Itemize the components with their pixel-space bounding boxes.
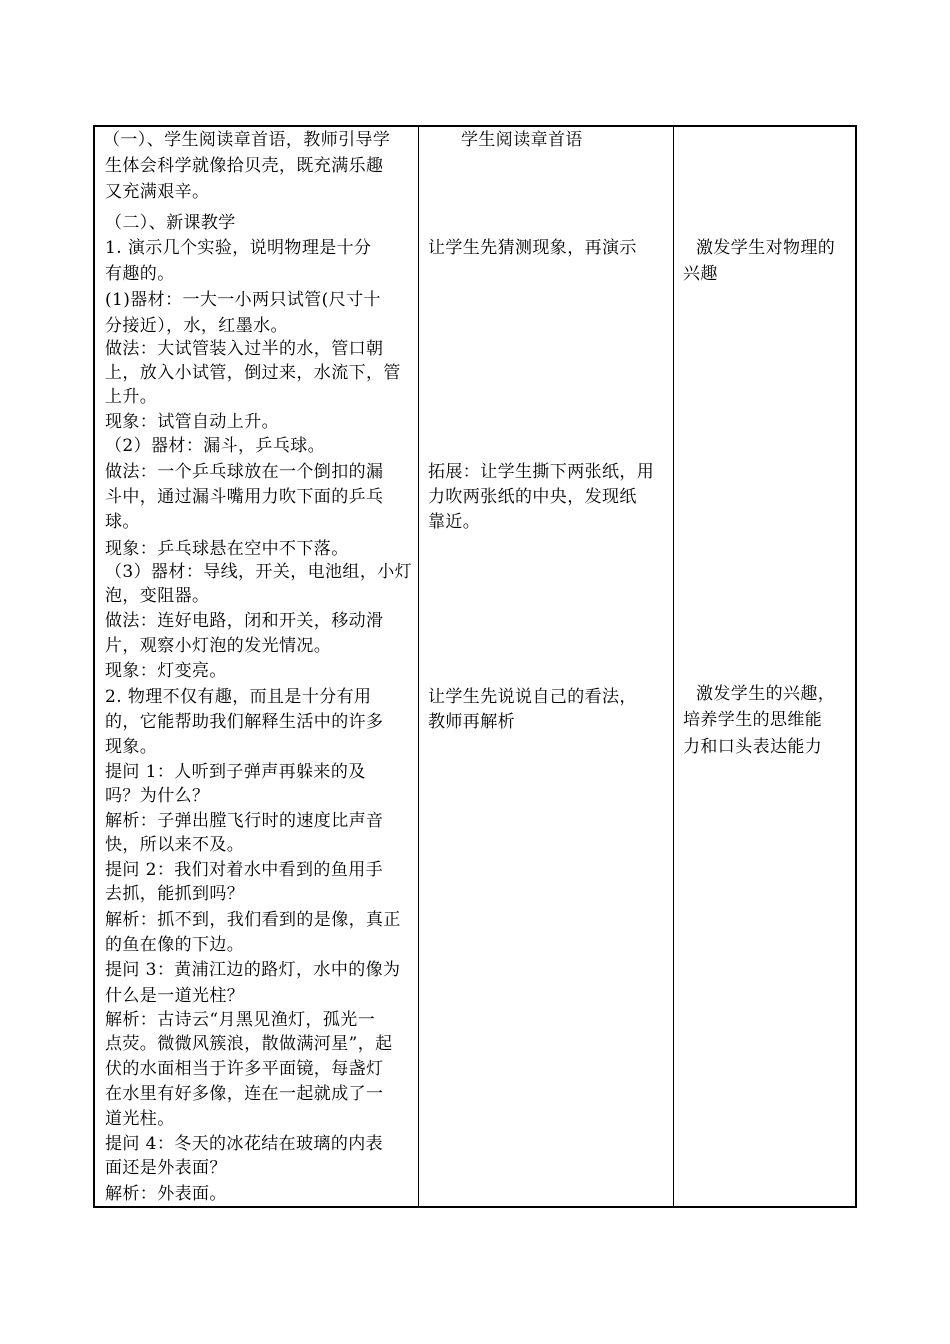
text-line: 培养学生的思维能 xyxy=(683,710,823,730)
text-line: 分接近），水，红墨水。 xyxy=(105,316,288,336)
text-line: （3）器材：导线，开关，电池组，小灯 xyxy=(105,562,413,582)
text-line: 解析：抓不到，我们看到的是像，真正 xyxy=(105,910,401,930)
text-line: 上升。 xyxy=(105,387,158,407)
text-line: 解析：子弹出膛飞行时的速度比声音 xyxy=(105,811,384,831)
text-line: 快，所以来不及。 xyxy=(105,835,245,855)
text-line: 有趣的。 xyxy=(105,264,175,284)
text-line: 解析：古诗云“月黑见渔灯，孤光一 xyxy=(105,1010,376,1030)
text-line: 教师再解析 xyxy=(428,712,515,732)
text-line: 做法：一个乒乓球放在一个倒扣的漏 xyxy=(105,462,384,482)
text-line: 2. 物理不仅有趣，而且是十分有用 xyxy=(105,687,372,707)
text-line: 上，放入小试管，倒过来，水流下，管 xyxy=(105,363,401,383)
text-line: 面还是外表面？ xyxy=(105,1158,227,1178)
text-line: 力和口头表达能力 xyxy=(683,737,823,757)
text-line: 学生阅读章首语 xyxy=(461,130,583,150)
text-line: 在水里有好多像，连在一起就成了一 xyxy=(105,1084,384,1104)
text-line: 现象：试管自动上升。 xyxy=(105,412,279,432)
student-activity-cell xyxy=(419,127,673,1206)
text-line: 激发学生的兴趣， xyxy=(696,684,836,704)
text-line: (1)器材：一大一小两只试管(尺寸十 xyxy=(105,290,381,310)
text-line: 现象：灯变亮。 xyxy=(105,661,227,681)
text-line: （2）器材：漏斗，乒乓球。 xyxy=(105,436,326,456)
text-line: 又充满艰辛。 xyxy=(105,182,210,202)
text-line: 泡，变阻器。 xyxy=(105,586,210,606)
text-line: 伏的水面相当于许多平面镜，每盏灯 xyxy=(105,1059,384,1079)
text-line: 斗中，通过漏斗嘴用力吹下面的乒乓 xyxy=(105,487,384,507)
text-line: 片，观察小灯泡的发光情况。 xyxy=(105,636,332,656)
text-line: 靠近。 xyxy=(428,512,481,532)
text-line: 生体会科学就像拾贝壳，既充满乐趣 xyxy=(105,156,384,176)
text-line: 激发学生对物理的 xyxy=(696,238,836,258)
text-line: 现象：乒乓球悬在空中不下落。 xyxy=(105,539,349,559)
design-intent-cell xyxy=(674,127,857,1206)
text-line: 提问 4：冬天的冰花结在玻璃的内表 xyxy=(105,1134,384,1154)
text-line: 什么是一道光柱？ xyxy=(105,986,245,1006)
text-line: 1. 演示几个实验，说明物理是十分 xyxy=(105,238,372,258)
text-line: 提问 2：我们对着水中看到的鱼用手 xyxy=(105,860,384,880)
text-line: 的鱼在像的下边。 xyxy=(105,935,245,955)
text-line: 提问 3：黄浦江边的路灯，水中的像为 xyxy=(105,960,401,980)
text-line: 让学生先说说自己的看法， xyxy=(428,687,637,707)
text-line: 兴趣 xyxy=(683,264,718,284)
text-line: 做法：大试管装入过半的水，管口朝 xyxy=(105,339,384,359)
text-line: 解析：外表面。 xyxy=(105,1184,227,1204)
text-line: 球。 xyxy=(105,512,140,532)
text-line: 拓展：让学生撕下两张纸，用 xyxy=(428,462,655,482)
text-line: 做法：连好电路，闭和开关，移动滑 xyxy=(105,611,384,631)
text-line: （一）、学生阅读章首语，教师引导学 xyxy=(103,130,391,150)
text-line: 让学生先猜测现象，再演示 xyxy=(428,238,637,258)
text-line: 提问 1：人听到子弹声再躲来的及 xyxy=(105,762,366,782)
text-line: 力吹两张纸的中央，发现纸 xyxy=(428,487,637,507)
text-line: 的，它能帮助我们解释生活中的许多 xyxy=(105,712,384,732)
text-line: （二）、新课教学 xyxy=(105,213,236,233)
teaching-process-cell xyxy=(95,127,418,1206)
text-line: 吗？为什么？ xyxy=(105,786,210,806)
text-line: 去抓，能抓到吗？ xyxy=(105,884,245,904)
text-line: 现象。 xyxy=(105,737,158,757)
text-line: 道光柱。 xyxy=(105,1109,175,1129)
lesson-plan-table xyxy=(93,125,857,1208)
text-line: 点荧。微微风簇浪，散做满河星”，起 xyxy=(105,1034,393,1054)
